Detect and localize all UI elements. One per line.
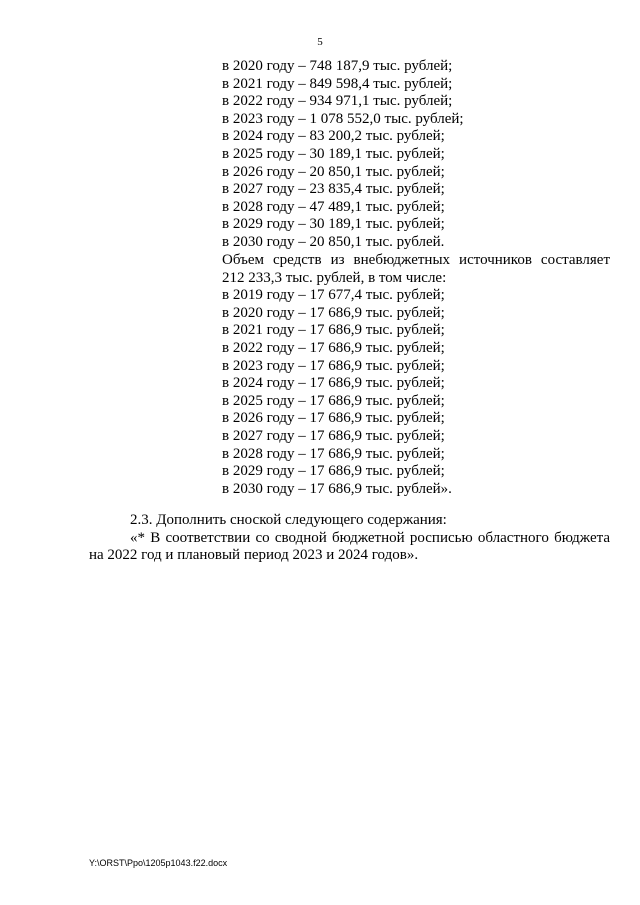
extrabudgetary-intro: Объем средств из внебюджетных источников составляет	[222, 252, 610, 268]
list-item: в 2024 году – 83 200,2 тыс. рублей;	[222, 128, 445, 145]
list-item: в 2030 году – 17 686,9 тыс. рублей».	[222, 480, 452, 497]
footnote-text-line-2: на 2022 год и плановый период 2023 и 2024 годов».	[89, 547, 419, 564]
file-path-footer: Y:\ORST\Ppo\1205p1043.f22.docx	[89, 858, 228, 868]
list-item: в 2025 году – 30 189,1 тыс. рублей;	[222, 145, 445, 162]
list-item: в 2028 году – 17 686,9 тыс. рублей;	[222, 445, 445, 462]
extrabudgetary-total: 212 233,3 тыс. рублей, в том числе:	[222, 269, 447, 286]
extrabudgetary-section	[222, 252, 610, 498]
list-item: в 2029 году – 17 686,9 тыс. рублей;	[222, 463, 445, 480]
page-number: 5	[317, 36, 323, 48]
list-item: в 2022 году – 17 686,9 тыс. рублей;	[222, 339, 445, 356]
funding-by-year-list	[222, 58, 610, 252]
list-item: в 2023 году – 1 078 552,0 тыс. рублей;	[222, 110, 464, 127]
list-item: в 2022 году – 934 971,1 тыс. рублей;	[222, 93, 453, 110]
list-item: в 2030 году – 20 850,1 тыс. рублей.	[222, 233, 445, 250]
list-item: в 2020 году – 748 187,9 тыс. рублей;	[222, 58, 453, 74]
list-item: в 2027 году – 17 686,9 тыс. рублей;	[222, 427, 445, 444]
list-item: в 2021 году – 849 598,4 тыс. рублей;	[222, 75, 453, 92]
list-item: в 2024 году – 17 686,9 тыс. рублей;	[222, 375, 445, 392]
list-item: в 2028 году – 47 489,1 тыс. рублей;	[222, 198, 445, 215]
list-item: в 2020 году – 17 686,9 тыс. рублей;	[222, 304, 445, 321]
list-item: в 2023 году – 17 686,9 тыс. рублей;	[222, 357, 445, 374]
clause-heading: 2.3. Дополнить сноской следующего содержания:	[130, 512, 447, 528]
list-item: в 2021 году – 17 686,9 тыс. рублей;	[222, 322, 445, 339]
list-item: в 2027 году – 23 835,4 тыс. рублей;	[222, 181, 445, 198]
list-item: в 2026 году – 17 686,9 тыс. рублей;	[222, 410, 445, 427]
list-item: в 2026 году – 20 850,1 тыс. рублей;	[222, 163, 445, 180]
list-item: в 2025 году – 17 686,9 тыс. рублей;	[222, 392, 445, 409]
list-item: в 2019 году – 17 677,4 тыс. рублей;	[222, 287, 445, 304]
footnote-text-line-1: «* В соответствии со сводной бюджетной росписью областного бюджета	[130, 529, 610, 546]
list-item: в 2029 году – 30 189,1 тыс. рублей;	[222, 216, 445, 233]
